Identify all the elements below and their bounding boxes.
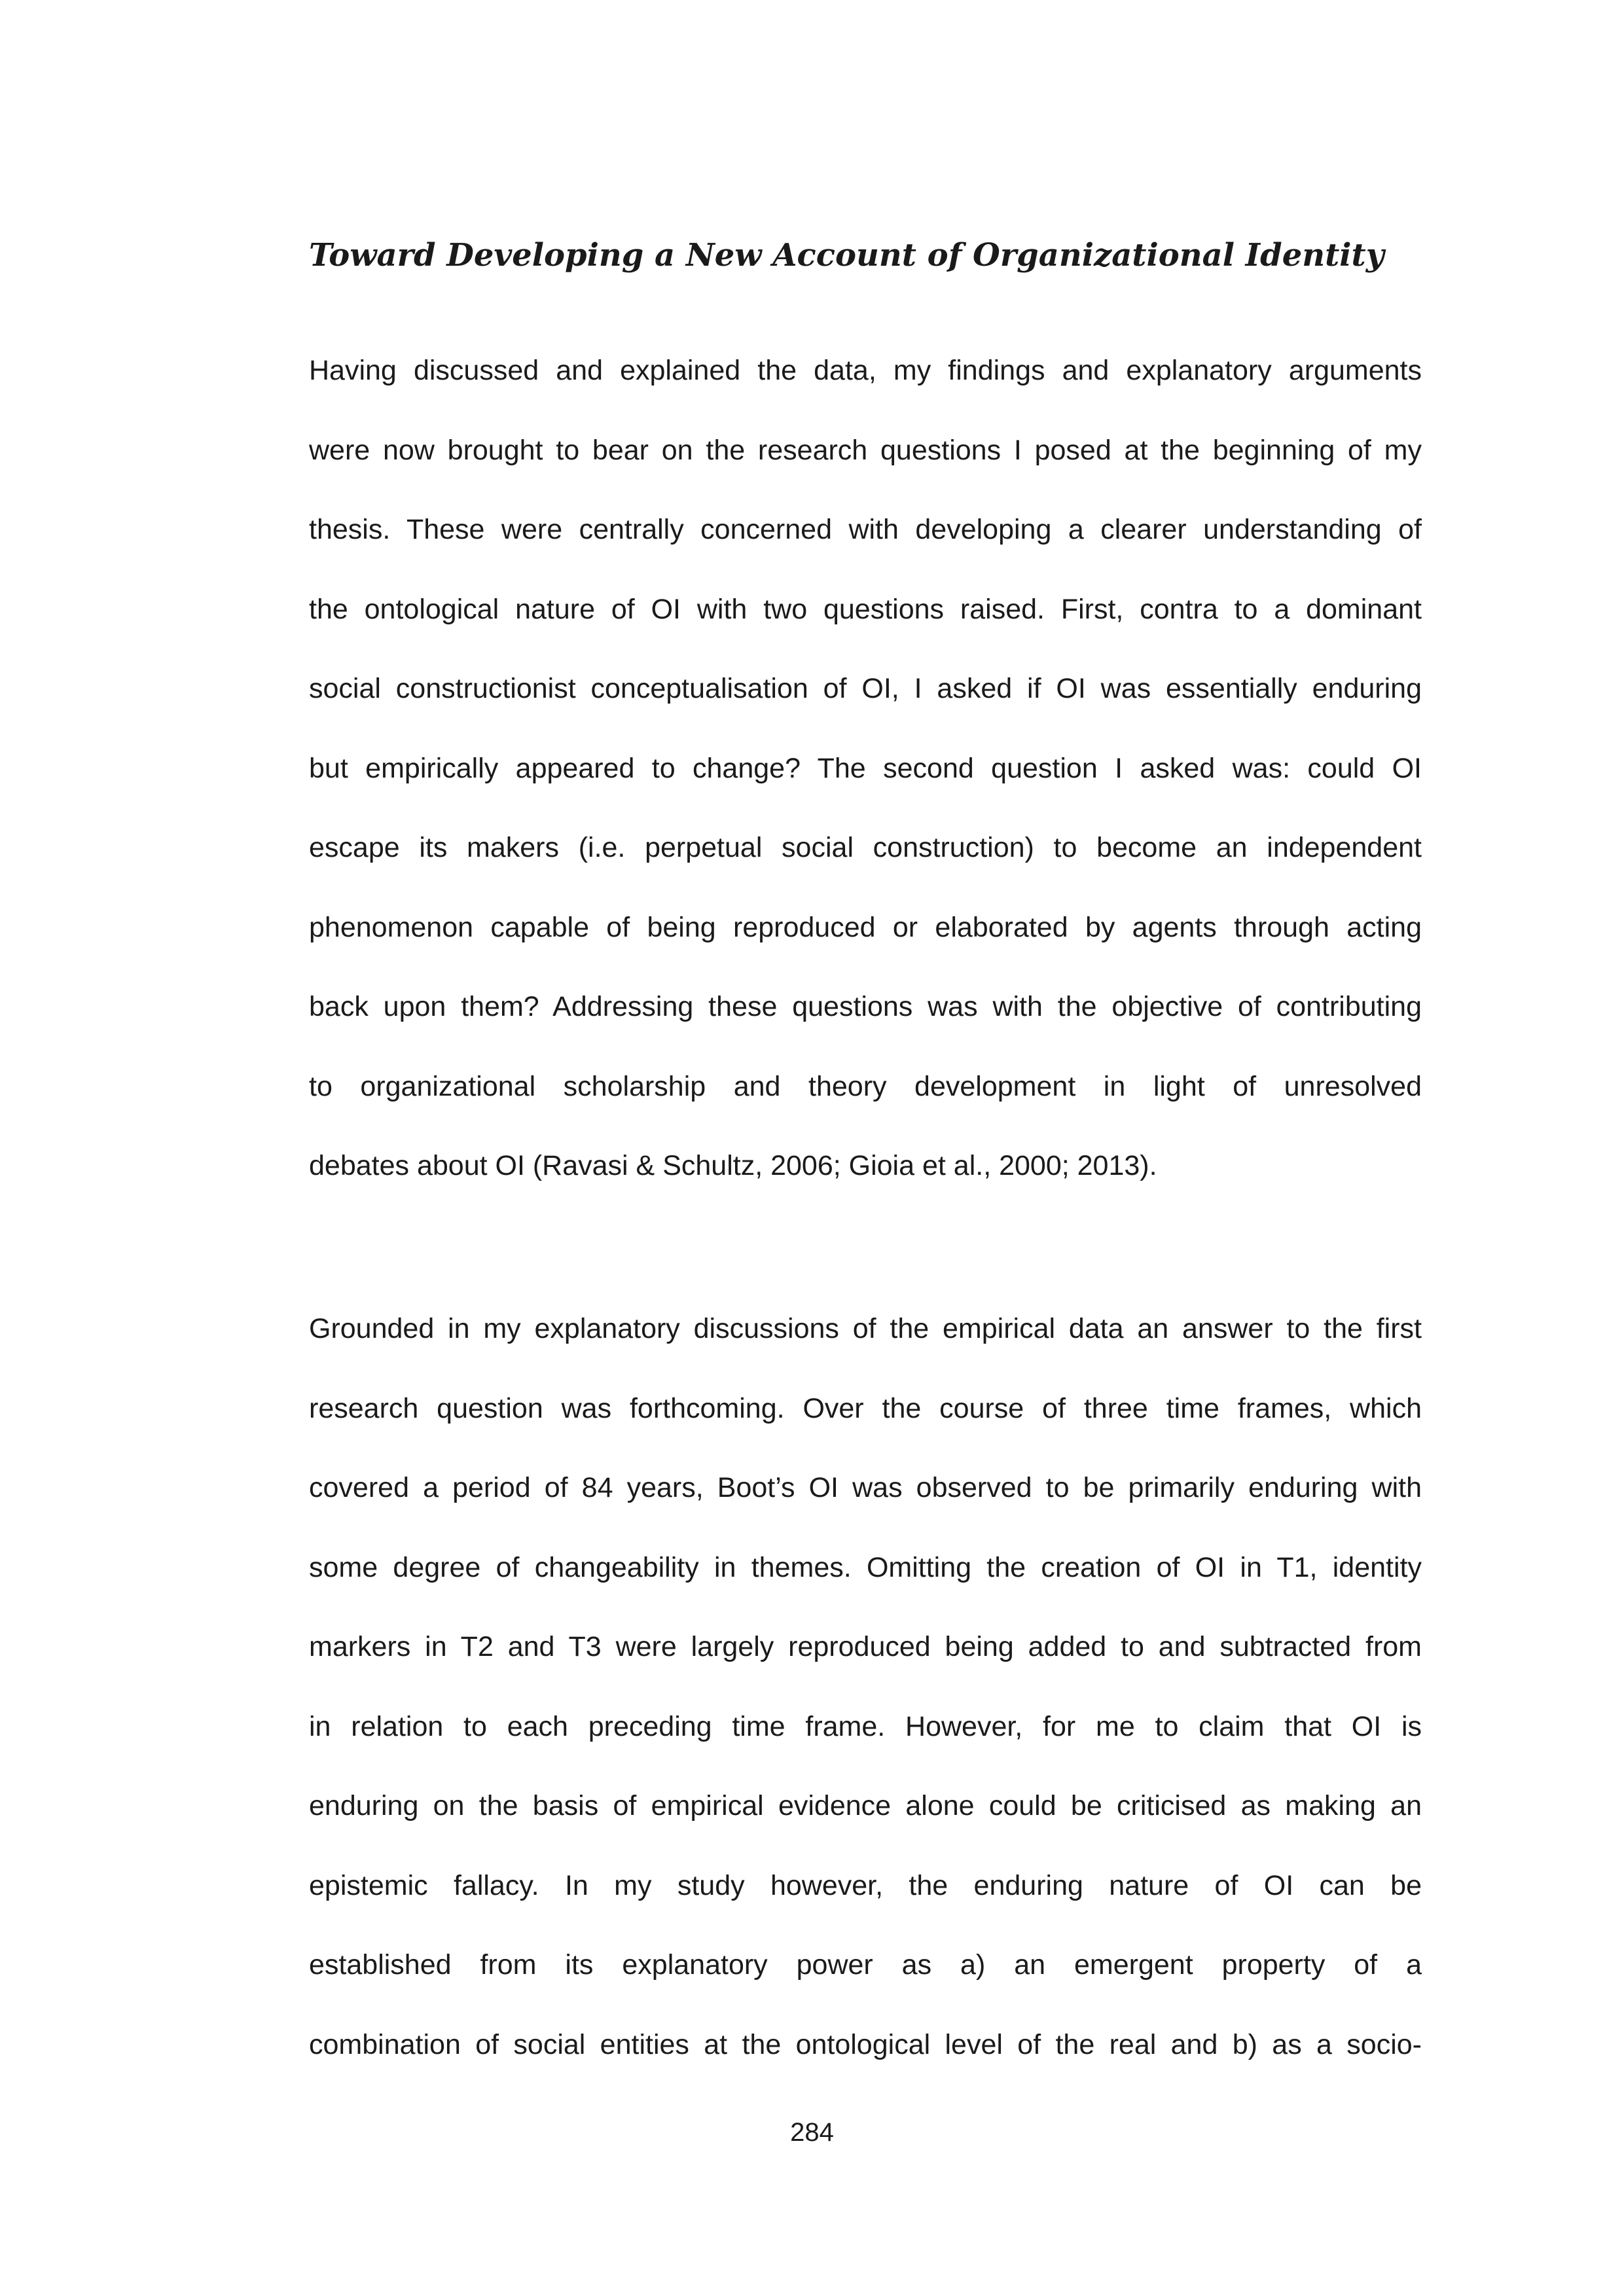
body-paragraph (309, 1289, 1422, 2085)
text-line: combination of social entities at the ontological level of the real and b) as a socio- (309, 2028, 1422, 2060)
text-line: social constructionist conceptualisation of OI, I asked if OI was essentially enduring (309, 673, 1422, 704)
text-line: thesis. These were centrally concerned with developing a clearer understanding of (309, 514, 1422, 545)
text-line: epistemic fallacy. In my study however, the enduring nature of OI can be (309, 1869, 1422, 1901)
text-line: escape its makers (i.e. perpetual social construction) to become an independent (309, 832, 1422, 863)
text-line: Grounded in my explanatory discussions of the empirical data an answer to the first (309, 1313, 1422, 1344)
text-line: research question was forthcoming. Over the course of three time frames, which (309, 1392, 1422, 1424)
text-line: markers in T2 and T3 were largely reproduced being added to and subtracted from (309, 1631, 1422, 1662)
text-line: were now brought to bear on the research questions I posed at the beginning of my (309, 434, 1422, 466)
section-heading: Toward Developing a New Account of Organizational Identity (309, 237, 1384, 274)
text-line: in relation to each preceding time frame. However, for me to claim that OI is (309, 1710, 1422, 1742)
body-paragraph (309, 331, 1422, 1206)
text-line: to organizational scholarship and theory development in light of unresolved (309, 1070, 1422, 1102)
text-line: debates about OI (Ravasi & Schultz, 2006; Gioia et al., 2000; 2013). (309, 1150, 1157, 1181)
text-line: phenomenon capable of being reproduced or elaborated by agents through acting (309, 911, 1422, 943)
text-line: covered a period of 84 years, Boot’s OI was observed to be primarily enduring with (309, 1472, 1422, 1503)
text-line: enduring on the basis of empirical evidence alone could be criticised as making an (309, 1790, 1422, 1821)
text-line: back upon them? Addressing these questions was with the objective of contributing (309, 991, 1422, 1022)
text-line: some degree of changeability in themes. Omitting the creation of OI in T1, identity (309, 1551, 1422, 1583)
text-line: but empirically appeared to change? The second question I asked was: could OI (309, 752, 1422, 784)
page-number: 284 (790, 2118, 834, 2147)
text-line: established from its explanatory power as a) an emergent property of a (309, 1949, 1422, 1981)
text-line: Having discussed and explained the data, my findings and explanatory arguments (309, 355, 1422, 386)
text-line: the ontological nature of OI with two questions raised. First, contra to a dominant (309, 593, 1422, 625)
